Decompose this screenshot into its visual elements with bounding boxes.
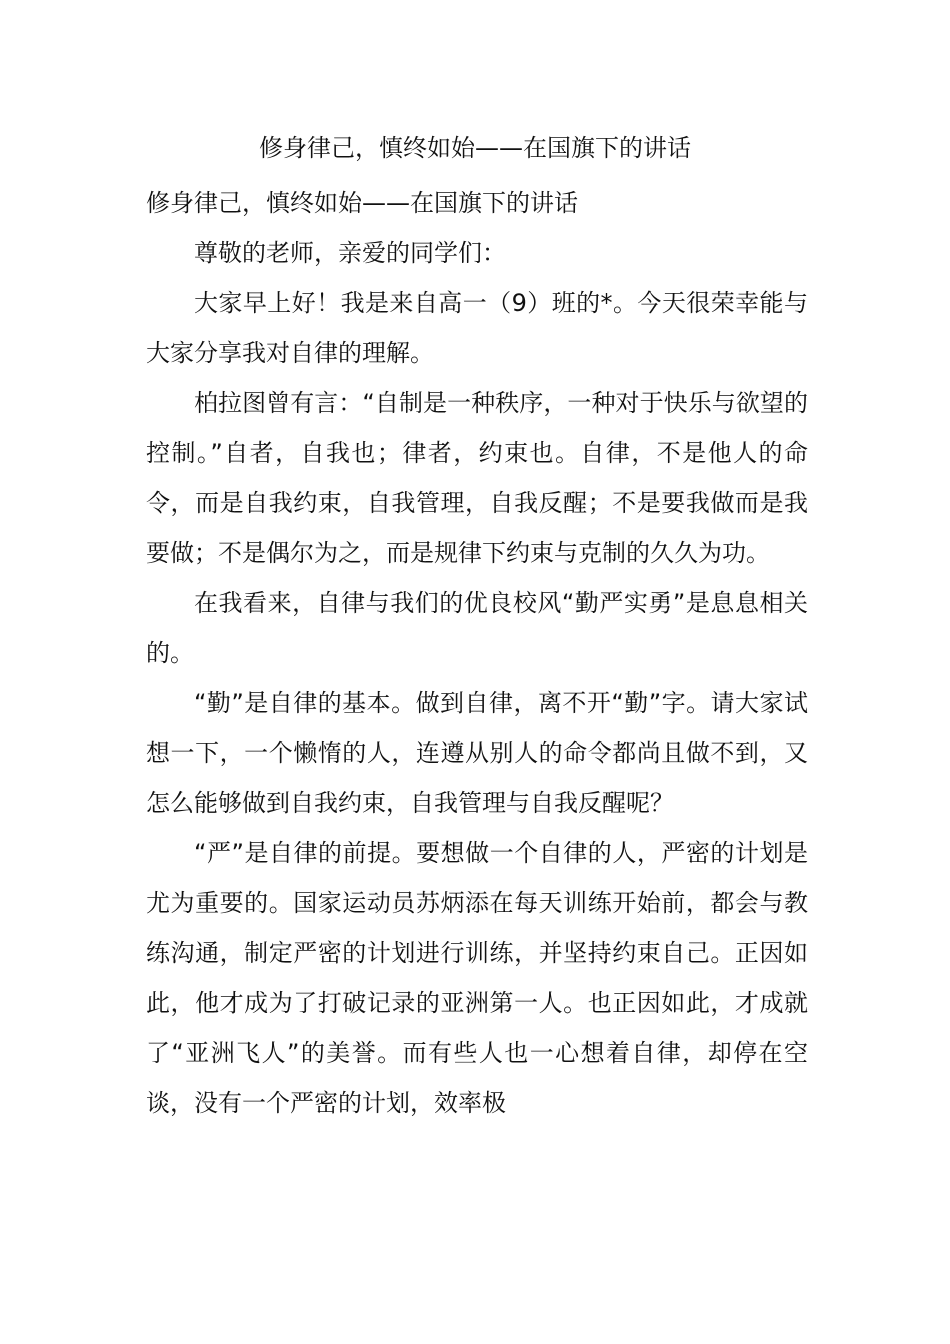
greeting-paragraph: 尊敬的老师，亲爱的同学们： — [194, 239, 506, 267]
document-subtitle: 修身律己，慎终如始——在国旗下的讲话 — [146, 189, 578, 217]
intro-paragraph: 大家早上好！我是来自高一（9）班的*。今天很荣幸能与大家分享我对自律的理解。 — [146, 289, 808, 367]
school-motto-paragraph: 在我看来，自律与我们的优良校风“勤严实勇”是息息相关的。 — [146, 589, 808, 667]
strictness-paragraph: “严”是自律的前提。要想做一个自律的人，严密的计划是尤为重要的。国家运动员苏炳添在每天训练开始前，都会与教练沟通，制定严密的计划进行训练，并坚持约束自己。正因如此，他才成为了打破记录的亚洲第一人。也正因如此，才成就了“亚洲飞人”的美誉。而有些人也一心想着自律，却停在空谈，没有一个严密的计划，效率极 — [146, 839, 808, 1117]
document-title: 修身律己，慎终如始——在国旗下的讲话 — [259, 134, 691, 162]
diligence-paragraph: “勤”是自律的基本。做到自律，离不开“勤”字。请大家试想一下，一个懒惰的人，连遵从别人的命令都尚且做不到，又怎么能够做到自我约束，自我管理与自我反醒呢？ — [146, 689, 808, 817]
document-body — [146, 178, 808, 1128]
plato-quote-paragraph: 柏拉图曾有言：“自制是一种秩序，一种对于快乐与欲望的控制。”自者，自我也；律者，约束也。自律，不是他人的命令，而是自我约束，自我管理，自我反醒；不是要我做而是我要做；不是偶尔为之，而是规律下约束与克制的久久为功。 — [146, 389, 808, 567]
